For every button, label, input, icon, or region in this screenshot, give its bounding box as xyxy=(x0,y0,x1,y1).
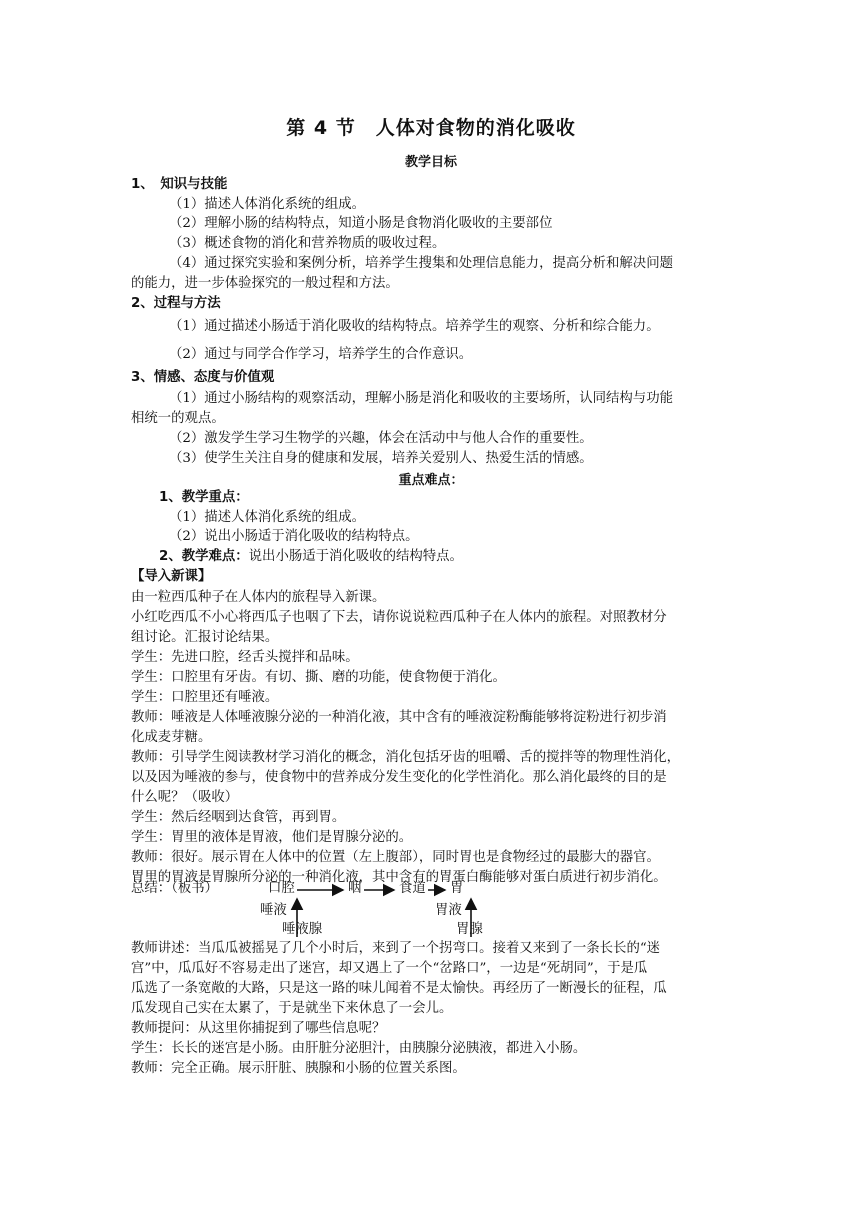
s2-item: （1）通过描述小肠适于消化吸收的结构特点。培养学生的观察、分析和综合能力。 xyxy=(169,319,660,334)
node-mouth: 口腔 xyxy=(268,881,295,896)
diagram-arrows xyxy=(131,879,731,941)
node-pharynx: 咽 xyxy=(348,881,362,896)
key-point-item: （1）描述人体消化系统的组成。 xyxy=(169,510,365,525)
lesson-line: 由一粒西瓜种子在人体内的旅程导入新课。 xyxy=(131,590,386,605)
lesson-line: 学生：口腔里有牙齿。有切、撕、磨的功能，使食物便于消化。 xyxy=(131,670,506,685)
difficulty-line xyxy=(131,547,759,567)
s3-item: （1）通过小肠结构的观察活动，理解小肠是消化和吸收的主要场所，认同结构与功能 xyxy=(169,391,673,406)
lesson-line: 教师：很好。展示胃在人体中的位置（左上腹部），同时胃也是食物经过的最膨大的器官。 xyxy=(131,850,660,865)
lesson-line: 学生：先进口腔，经舌头搅拌和品味。 xyxy=(131,650,359,665)
lesson-line: 学生：长长的迷宫是小肠。由肝脏分泌胆汁，由胰腺分泌胰液，都进入小肠。 xyxy=(131,1041,587,1056)
lesson-line: 教师：唾液是人体唾液腺分泌的一种消化液，其中含有的唾液淀粉酶能够将淀粉进行初步消 xyxy=(131,710,667,725)
key-point-heading: 1、教学重点： xyxy=(159,490,249,505)
node-gastric-gland: 胃腺 xyxy=(456,922,483,937)
node-stomach: 胃 xyxy=(450,881,464,896)
section-2-heading: 2、过程与方法 xyxy=(131,296,221,311)
lesson-line: 教师讲述：当瓜瓜被摇晃了几个小时后，来到了一个拐弯口。接着又来到了一条长长的“迷 xyxy=(131,941,661,956)
lesson-line: 教师提问：从这里你捕捉到了哪些信息呢？ xyxy=(131,1021,386,1036)
node-esophagus: 食道 xyxy=(399,881,426,896)
lesson-line: 学生：然后经咽到达食管，再到胃。 xyxy=(131,810,346,825)
lesson-line: 宫”中，瓜瓜好不容易走出了迷宫，却又遇上了一个“岔路口”，一边是“死胡同”，于是瓜 xyxy=(131,961,648,976)
lesson-line: 教师：引导学生阅读教材学习消化的概念，消化包括牙齿的咀嚼、舌的搅拌等的物理性消化， xyxy=(131,750,681,765)
s1-item: （3）概述食物的消化和营养物质的吸收过程。 xyxy=(169,236,446,251)
lesson-line: 以及因为唾液的参与，使食物中的营养成分发生变化的化学性消化。那么消化最终的目的是 xyxy=(131,770,667,785)
s3-item: 相统一的观点。 xyxy=(131,411,225,426)
lesson-line: 化成麦芽糖。 xyxy=(131,730,212,745)
lesson-line: 学生：口腔里还有唾液。 xyxy=(131,690,279,705)
lesson-line: 什么呢？（吸收） xyxy=(131,790,239,805)
lesson-line: 瓜选了一条宽敞的大路，只是这一路的味儿闻着不是太愉快。再经历了一断漫长的征程，瓜 xyxy=(131,981,667,996)
s1-item: （4）通过探究实验和案例分析，培养学生搜集和处理信息能力，提高分析和解决问题 xyxy=(169,256,673,271)
s3-item: （2）激发学生学习生物学的兴趣，体会在活动中与他人合作的重要性。 xyxy=(169,431,593,446)
s2-item: （2）通过与同学合作学习，培养学生的合作意识。 xyxy=(169,347,473,362)
s3-item: （3）使学生关注自身的健康和发展，培养关爱别人、热爱生活的情感。 xyxy=(169,451,593,466)
key-point-item: （2）说出小肠适于消化吸收的结构特点。 xyxy=(169,529,419,544)
s1-item: 的能力，进一步体验探究的一般过程和方法。 xyxy=(131,276,399,291)
section-3-heading: 3、情感、态度与价值观 xyxy=(131,370,275,385)
lesson-line: 教师：完全正确。展示肝脏、胰腺和小肠的位置关系图。 xyxy=(131,1061,466,1076)
s1-item: （1）描述人体消化系统的组成。 xyxy=(169,197,365,212)
lesson-line: 胃里的胃液是胃腺所分泌的一种消化液，其中含有的胃蛋白酶能够对蛋白质进行初步消化。 xyxy=(131,870,667,885)
objectives-heading: 教学目标 xyxy=(404,155,457,170)
key-points-heading: 重点难点： xyxy=(398,473,464,488)
node-saliva: 唾液 xyxy=(260,903,287,918)
s1-item: （2）理解小肠的结构特点，知道小肠是食物消化吸收的主要部位 xyxy=(169,216,553,231)
lesson-line: 学生：胃里的液体是胃液，他们是胃腺分泌的。 xyxy=(131,830,413,845)
difficulty-text: 说出小肠适于消化吸收的结构特点。 xyxy=(248,549,463,564)
page-title: 第 4 节 人体对食物的消化吸收 xyxy=(286,117,576,139)
section-1-heading: 1、 知识与技能 xyxy=(131,177,228,192)
node-gastric-juice: 胃液 xyxy=(435,903,462,918)
digestion-diagram xyxy=(131,879,731,941)
lesson-line: 小红吃西瓜不小心将西瓜子也咽了下去，请你说说粒西瓜种子在人体内的旅程。对照教材分 xyxy=(131,610,667,625)
lesson-line: 组讨论。汇报讨论结果。 xyxy=(131,630,279,645)
intro-heading: 【导入新课】 xyxy=(131,569,212,584)
node-salivary-gland: 唾液腺 xyxy=(282,922,323,937)
difficulty-label: 2、教学难点： xyxy=(159,549,249,564)
summary-label: 总结：（板书） xyxy=(131,881,219,896)
lesson-line: 瓜发现自己实在太累了，于是就坐下来休息了一会儿。 xyxy=(131,1001,453,1016)
